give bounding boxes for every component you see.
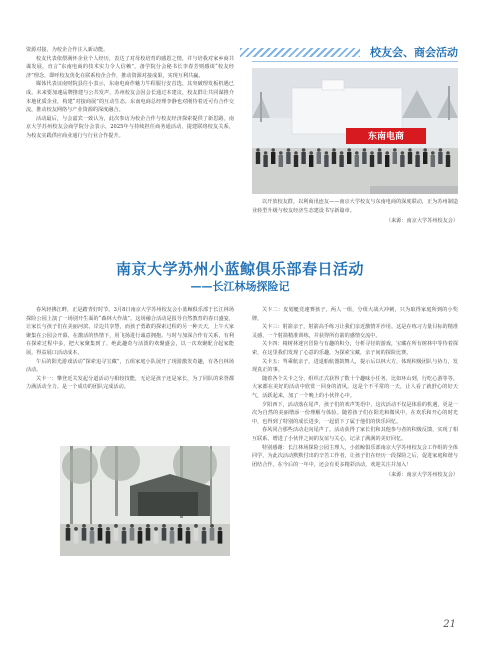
person-head (170, 527, 174, 531)
header-divider (252, 61, 458, 62)
person-figure (170, 531, 175, 544)
person-figure (138, 531, 143, 544)
paragraph: 关卡二：皮划艇竞速赛孩子，两人一组，分组大战大冲刺，只为取得家庭所到的小奖牌。 (252, 307, 458, 322)
person-figure (370, 155, 374, 167)
person-figure (415, 155, 419, 167)
paragraph: 关卡三：射箭亲子，射箭高手练习让我们亲近激情并沙用。这是在练习力量目标的精准灵感，一个射箭精准训练，并获得所有箭的感情交流中。 (252, 324, 458, 339)
person-figure (347, 152, 351, 164)
paragraph: 关卡五：驾乘航亲子。进退船航器鼓舞人，提示后以林大方，体现积极团队与协力，发现真正的事。 (252, 358, 458, 374)
person-head (431, 151, 435, 155)
person-figure (294, 155, 298, 167)
person-head (114, 524, 118, 528)
person-figure (90, 531, 95, 544)
person-figure (194, 528, 199, 541)
section-title: 校友会、商会活动 (370, 46, 458, 59)
person-head (302, 148, 306, 152)
paragraph: 春风轻拂江畔，正是踏青好时节。3月8日南京大学苏州校友会小蓝鲸俱乐部于长江林场探险公园上演了一场别开生面的“森林大作战”。这场融合活动是报导自然教育的春日盛宴，让家长与孩子们在美丽河滨、岸边共享慧，而孩子勇敢的探索过程的另一种天天，上午大家聚集在公园会开幕，在激活的热情下，用飞扬进行诚意拥抱。与时与加深合作有关系，有利在探索过程中多，把大家聚集到了，绝此趣奇与活泼的欢聚盛会，以一次欢聚配合起家能展。得益展口活动成本。 (26, 307, 234, 356)
person-figure (130, 528, 135, 541)
person-head (90, 527, 94, 531)
person-head (332, 148, 336, 152)
paragraph: 活动最后，与会嘉宾一致认为，此次参访为校企合作与校友经济探索提供了新思路。南京大学苏州校友会商学院分会表示，2025年与持续担任商务通活动，提建联络校友关系，为校友实践供应商业通行与行业合作提升。 (26, 115, 234, 139)
person-head (325, 151, 329, 155)
person-figure (431, 155, 435, 167)
person-head (162, 524, 166, 528)
person-head (178, 524, 182, 528)
person-figure (279, 155, 283, 167)
page-number: 21 (443, 619, 456, 630)
person-head (423, 148, 427, 152)
person-head (264, 151, 268, 155)
paragraph: 关卡四：椅树林迷宫冒险与有趣的积分，分析寻径的游戏，宝藏在所有树林中等待着探索，在这里我们发现了心意的乐趣，为探索宝藏，亲子间的探险比赛。 (252, 341, 458, 356)
person-head (287, 148, 291, 152)
person-head (138, 527, 142, 531)
person-figure (423, 152, 427, 164)
paragraph: 午后的阳光游戏活动“探索追寻宝藏”，五组家庭小队展开了现游激发奇趣，有各自林场活动。 (26, 358, 234, 374)
person-figure (263, 155, 267, 167)
top-right-column (252, 198, 458, 226)
person-figure (154, 531, 159, 544)
person-head (363, 148, 367, 152)
person-head (294, 151, 298, 155)
paragraph: 春风同合那些活动走向尾声了。活动获得了家长们和其他参与者的积极反馈，实现了相互联系、增进了小伙伴之间的友谊与关心，记录了满满的美好回忆。 (252, 427, 458, 442)
paragraph: 媒体代表证南财院县往小表示，东南电商作魅力牛程服行安首选，其突破理发板机遇已成。未来要加速品牌推建与公共发声，苏州校友会因会长通过本建议，校友群让共同谋推介本地优质企业，构建“对接商展”的互动生态。东南电商总经理李静也对刚待着近可有合作交流，推动校友网络与产业资源的深度融合。 (26, 81, 234, 114)
person-figure (393, 152, 397, 164)
person-head (347, 148, 351, 152)
person-figure (106, 531, 111, 544)
person-head (256, 148, 260, 152)
person-head (401, 151, 405, 155)
person-head (378, 148, 382, 152)
header-decoration (240, 48, 360, 57)
person-figure (98, 528, 103, 541)
person-head (74, 527, 78, 531)
person-head (202, 527, 206, 531)
person-figure (317, 152, 321, 164)
person-figure (309, 155, 313, 167)
person-head (194, 524, 198, 528)
person-figure (122, 531, 127, 544)
person-figure (400, 155, 404, 167)
person-figure (332, 152, 336, 164)
person-figure (218, 531, 223, 544)
person-head (218, 527, 222, 531)
person-figure (286, 152, 290, 164)
person-head (340, 151, 344, 155)
person-head (122, 527, 126, 531)
person-figure (146, 528, 151, 541)
bottom-right-column (252, 306, 458, 480)
person-head (106, 527, 110, 531)
paragraph: 校友代表依偎满怀企业个人经历，表达了对母校培育的感恩之情，并与培我对家乡商共谋发展，直言“东南电商的技术实力令人信赖”，备学院分会秘书长李春芳则感谈“校友经济”理念，即呼校友优化在联系校企合作，推动资源对接成果，实现互利共赢。 (26, 55, 234, 79)
article-title: 南京大学苏州小蓝鲸俱乐部春日活动 (115, 260, 364, 278)
person-figure (355, 155, 359, 167)
person-head (186, 527, 190, 531)
top-left-column (26, 46, 234, 141)
paragraph: 资源对接，为校企合作注入新动能。 (26, 47, 109, 53)
person-head (210, 524, 214, 528)
person-figure (74, 531, 79, 544)
person-figure (301, 152, 305, 164)
article-subtitle: ——长江林场探险记 (190, 280, 290, 293)
person-head (98, 524, 102, 528)
bottom-left-column (26, 306, 234, 392)
person-figure (162, 528, 167, 541)
person-head (309, 151, 313, 155)
person-figure (66, 528, 71, 541)
person-figure (408, 152, 412, 164)
person-head (385, 151, 389, 155)
signature: （来源：南京大学苏州校友会） (385, 472, 458, 479)
person-head (279, 151, 283, 155)
person-head (146, 524, 150, 528)
paragraph: 随着各个关卡之分，组织正式获得了数十个趣味小任务，比如环山到，行吃心游等等。大家都在美好的活动中欣赏一回身的清风。这是个不平常的一天，让人看了就舒心的好天气，活跃起来，加了一个晚上的小伙伴心中。 (252, 375, 458, 399)
person-head (355, 151, 359, 155)
person-head (154, 527, 158, 531)
person-head (66, 524, 70, 528)
person-figure (202, 531, 207, 544)
person-figure (385, 155, 389, 167)
person-figure (178, 528, 183, 541)
person-figure (114, 528, 119, 541)
person-head (130, 524, 134, 528)
person-figure (446, 155, 450, 167)
person-head (408, 148, 412, 152)
paragraph: 夕阳西下，活动落在尾声，孩子们的欢声笑语中，这次活动不仅是体验的机遇，更是一次为自然的美丽增添一份理解与体验。随着孩子们在阳光和微风中，在欢乐和开心的时光中，也得到了特别的成长进步，一起留下了属于他们的快乐回忆。 (252, 401, 458, 425)
person-head (370, 151, 374, 155)
photo-caption: 以开放校友群，以利商讯连友——南京大学校友与东南电商的深度联动，正为苏州制造业转型升级与校友经济生态建设书写新篇章。 (252, 199, 458, 214)
person-figure (438, 152, 442, 164)
person-figure (186, 531, 191, 544)
top-right-signature: （来源：南京大学苏州校友会） (385, 218, 458, 225)
person-figure (377, 152, 381, 164)
group-photo-banner (252, 68, 458, 194)
person-figure (271, 152, 275, 164)
person-head (446, 151, 450, 155)
person-head (271, 148, 275, 152)
person-head (439, 148, 443, 152)
person-figure (362, 152, 366, 164)
person-head (82, 524, 86, 528)
person-head (317, 148, 321, 152)
paragraph: 关卡一：攀登近关发起分道活动与相较技能，无论是孩子还是家长，为了同队的荣誉都力满活动全力。是一个成功的团队完成活动。 (26, 375, 234, 391)
person-figure (82, 528, 87, 541)
person-figure (339, 155, 343, 167)
person-figure (256, 152, 260, 164)
svg-text:东南电商: 东南电商 (367, 132, 405, 142)
paragraph: 特别感谢：长江林场探险公园主理人，小蓝鲸俱乐部南京大学苏州校友会工作组的全体同学，为此次活动默默付出的辛苦工作者，让孩子们在经历一段探险之后，促进家庭和谐与团结合作。在今后的一年中，还会有更多精彩活动，欢迎关注并加入！ (252, 444, 458, 468)
person-head (393, 148, 397, 152)
forest-group-photo (60, 446, 230, 556)
person-head (416, 151, 420, 155)
person-figure (210, 528, 215, 541)
person-figure (324, 155, 328, 167)
